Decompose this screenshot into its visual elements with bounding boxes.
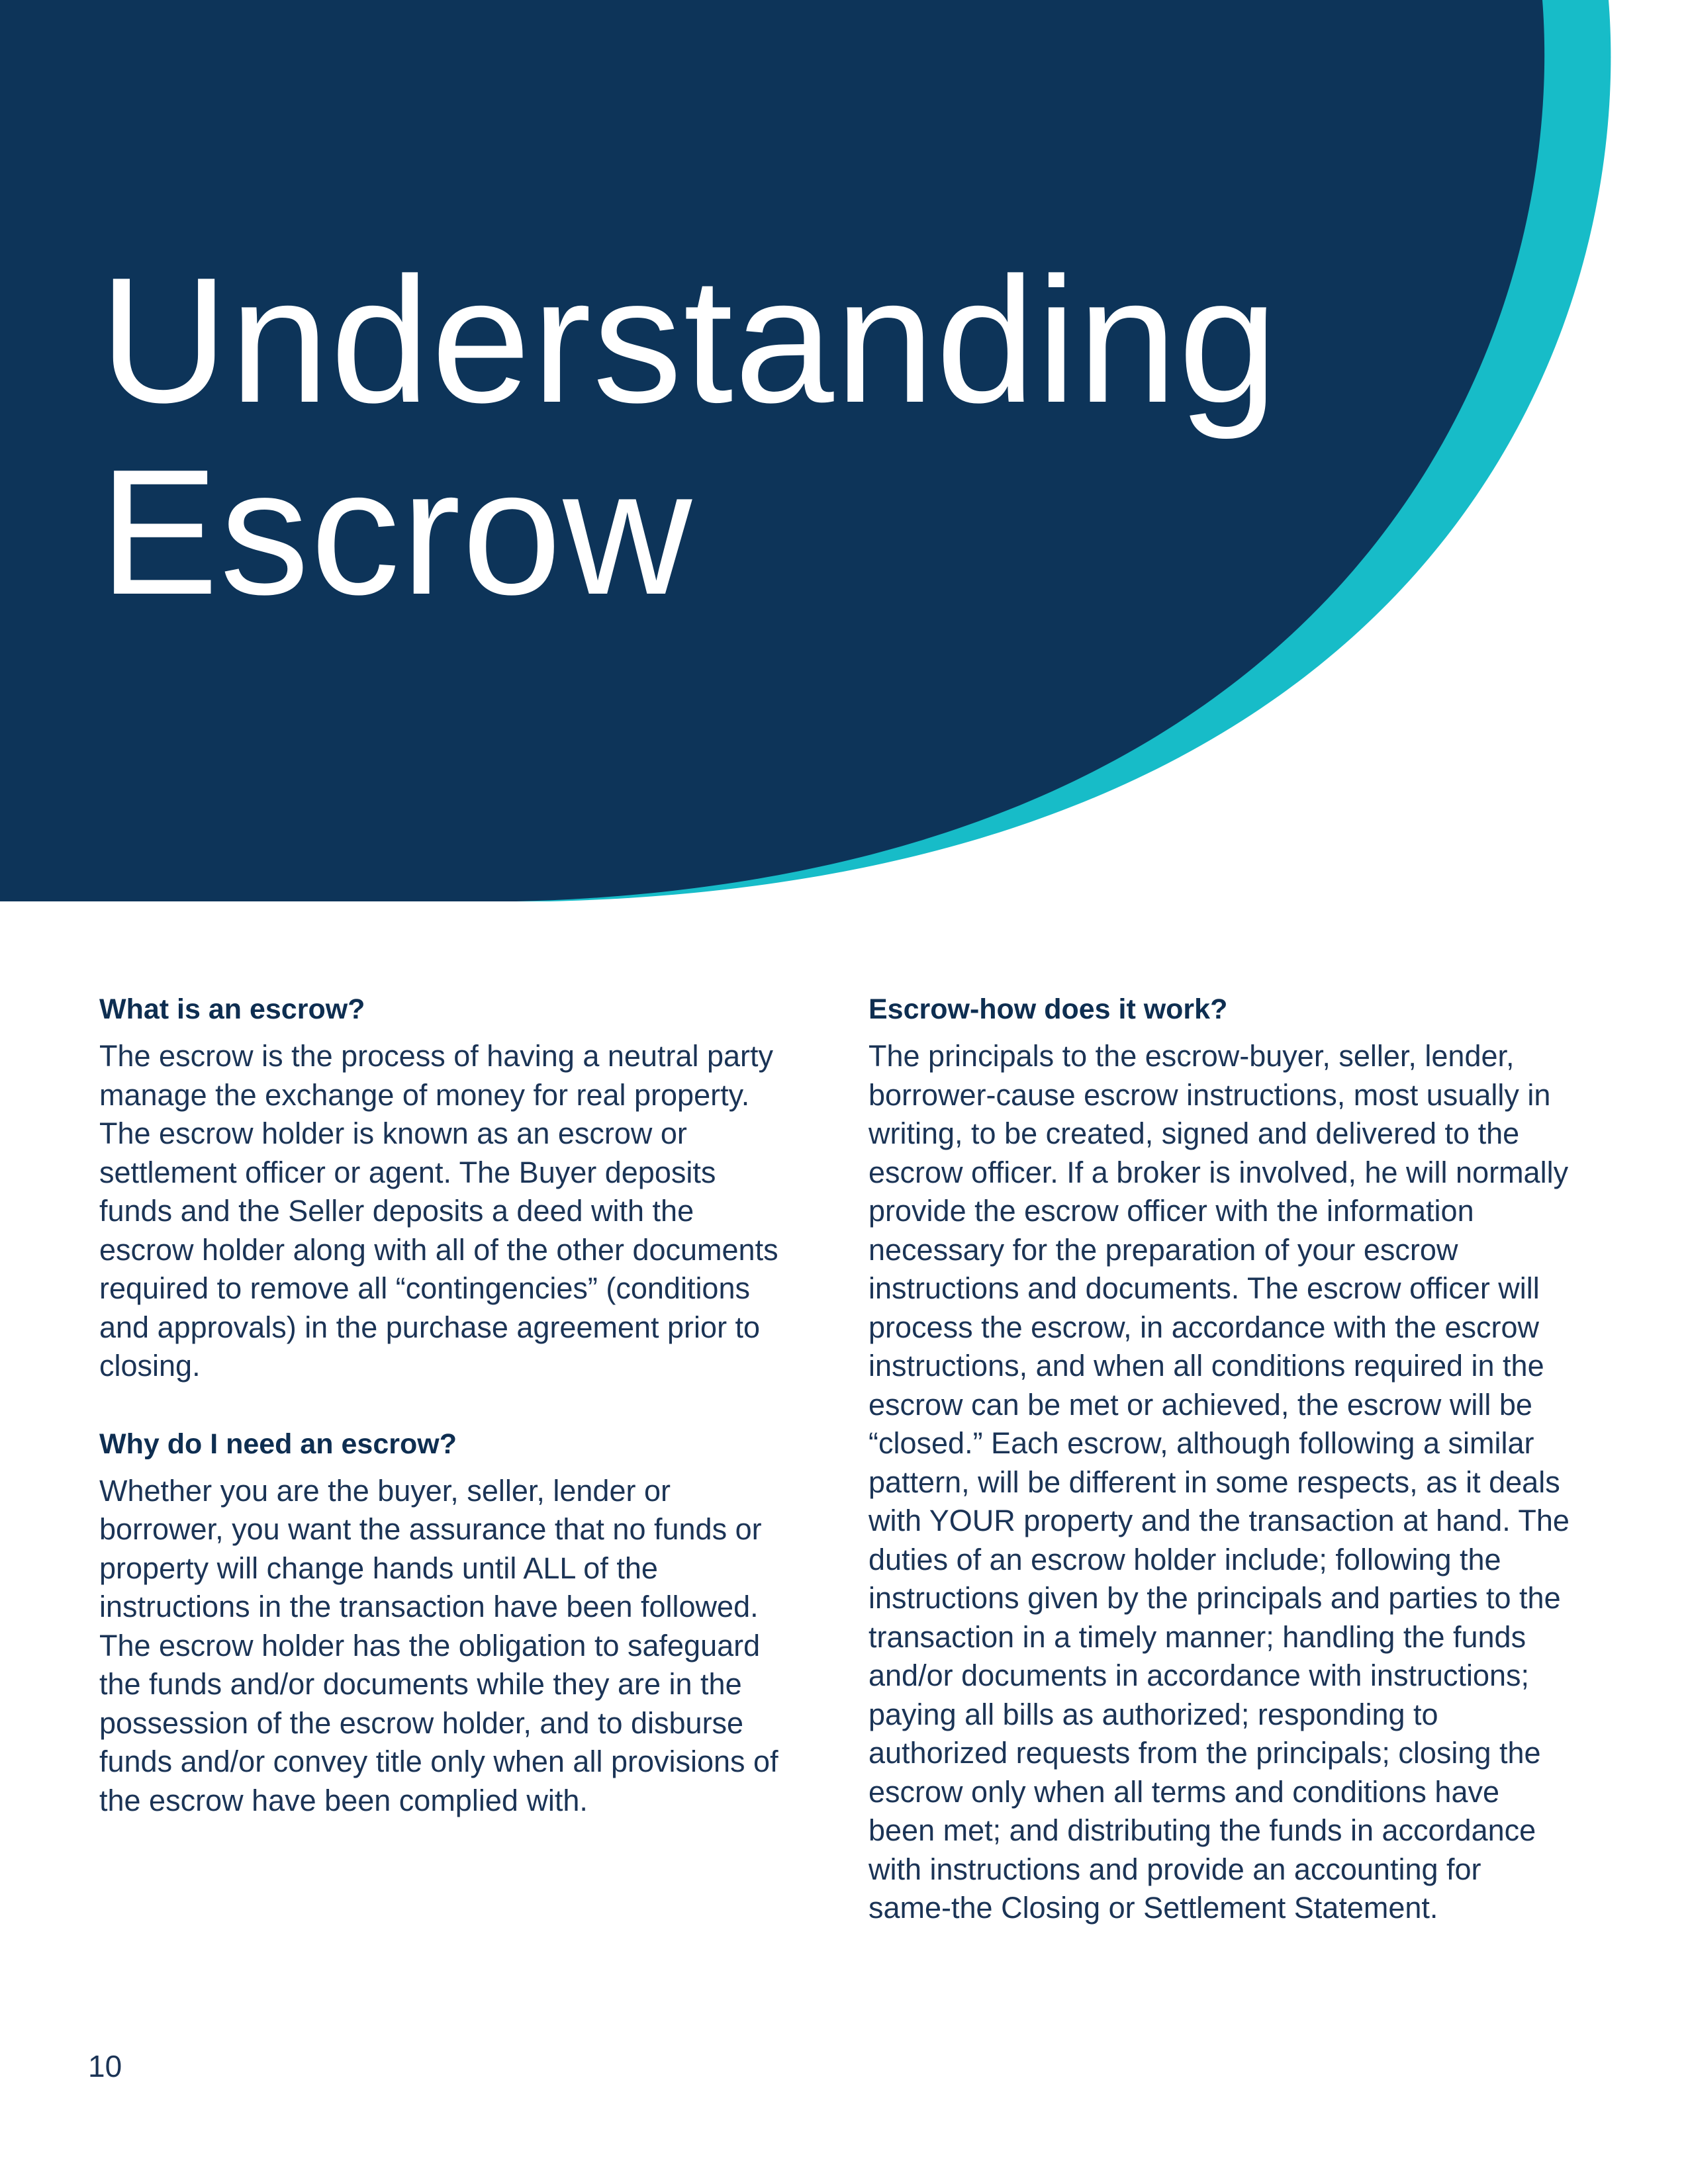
title-line-2: Escrow (99, 433, 694, 632)
section-body-what-is: The escrow is the process of having a neutral party manage the exchange of money for real property. The escrow holder is known as an escrow or settlement officer or agent. The Buyer deposits funds and the Seller deposits a deed with the escrow holder along with all of the other documents required to remove all “contingencies” (conditions and approvals) in the purchase agreement prior to closing. (99, 1039, 778, 1383)
section-heading-why-need: Why do I need an escrow? (99, 1428, 457, 1460)
page-number: 10 (88, 2049, 122, 2083)
section-body-why-need: Whether you are the buyer, seller, lender or borrower, you want the assurance that no funds or property will change hands until ALL of the instructions in the transaction have been followed. The escrow holder has the obligation to safeguard the funds and/or documents while they are in the possession of the escrow holder, and to disburse funds and/or convey title only when all provisions of the escrow have been complied with. (99, 1473, 778, 1817)
page-title (99, 241, 1280, 632)
section-heading-what-is: What is an escrow? (99, 993, 365, 1025)
hero-banner (0, 0, 1688, 927)
left-column (99, 989, 788, 1820)
title-line-1: Understanding (99, 241, 1280, 440)
section-heading-how-work: Escrow-how does it work? (868, 993, 1228, 1025)
section-body-how-work: The principals to the escrow-buyer, seller, lender, borrower-cause escrow instructions, most usually in writing, to be created, signed and delivered to the escrow officer. If a broker is involved, he will normally provide the escrow officer with the information necessary for the preparation of your escrow instructions and documents. The escrow officer will process the escrow, in accordance with the escrow instructions, and when all conditions required in the escrow can be met or achieved, the escrow will be “closed.” Each escrow, although following a similar pattern, will be different in some respects, as it deals with YOUR property and the transaction at hand. The duties of an escrow holder include; following the instructions given by the principals and parties to the transaction in a timely manner; handling the funds and/or documents in accordance with instructions; paying all bills as authorized; responding to authorized requests from the principals; closing the escrow only when all terms and conditions have been met; and distributing the funds in accordance with instructions and provide an accounting for same-the Closing or Settlement Statement. (868, 1039, 1570, 1925)
right-column (868, 989, 1570, 1928)
